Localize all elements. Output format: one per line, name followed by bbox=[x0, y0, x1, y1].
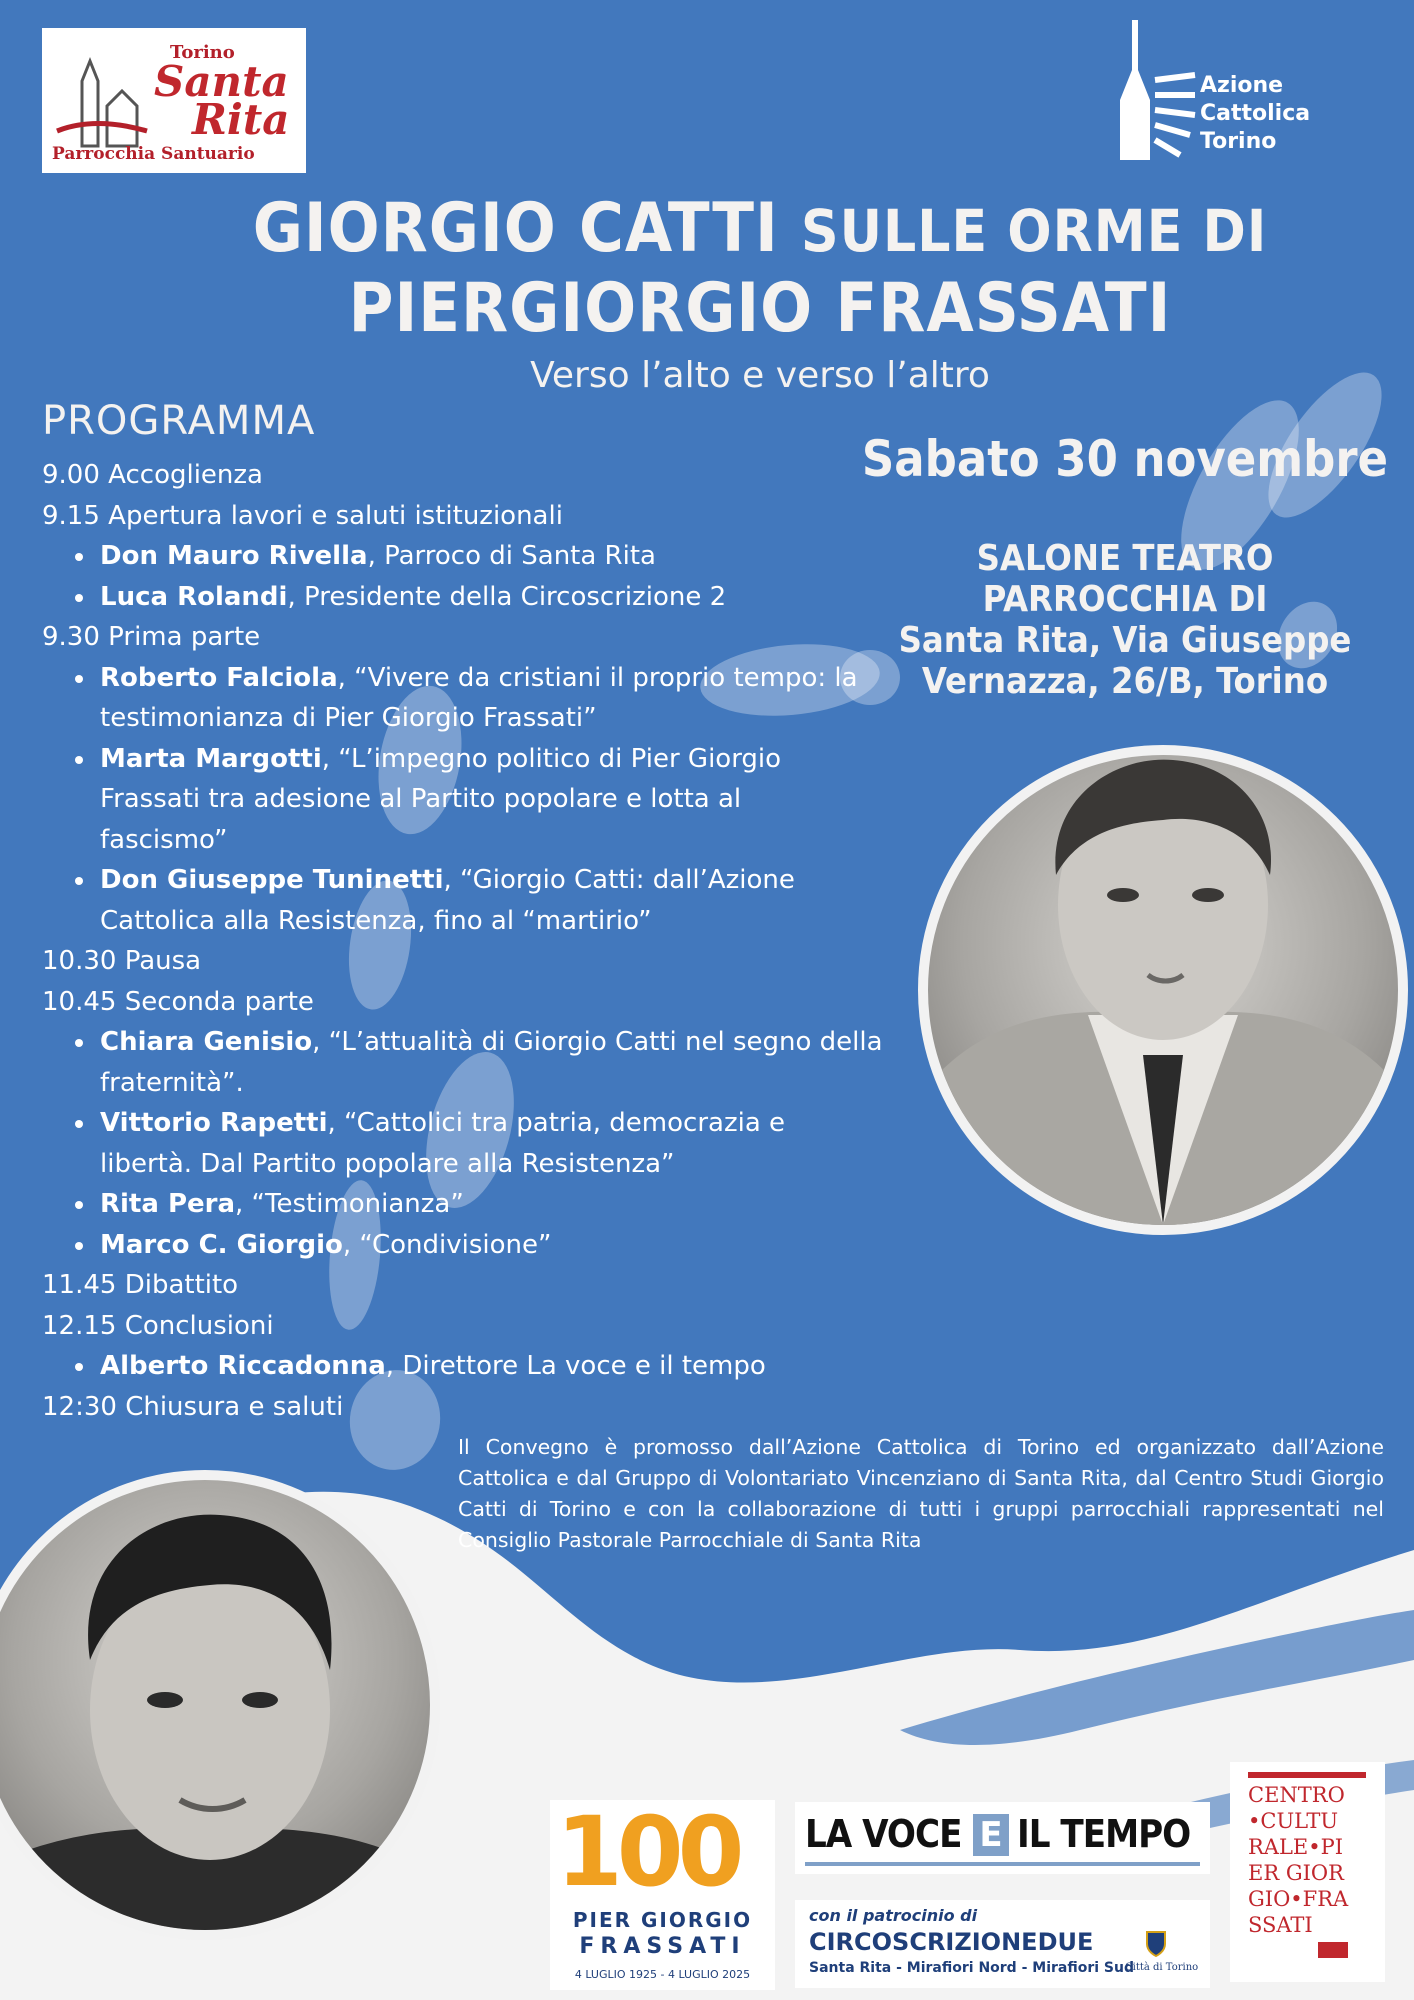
programme-time-item: 9.15 Apertura lavori e saluti istituzionali bbox=[42, 500, 563, 531]
programme-time-item: 9.30 Prima parte bbox=[42, 622, 261, 652]
ac-line-2: Cattolica bbox=[1200, 101, 1311, 126]
santa-rita-subtitle: Parrocchia Santuario bbox=[52, 144, 255, 164]
event-subtitle: Verso l’alto e verso l’altro bbox=[530, 355, 990, 396]
talk-title: , “Cattolici tra patria, democrazia e libertà. Dal Partito popolare alla Resistenza” bbox=[100, 1108, 786, 1179]
programme-heading: PROGRAMMA bbox=[42, 398, 316, 444]
ccpgf-bottom-mark bbox=[1318, 1942, 1348, 1958]
speaker-name: Luca Rolandi bbox=[100, 581, 288, 612]
circoscrizione-due-logo bbox=[795, 1900, 1210, 1988]
speaker-role: , Parroco di Santa Rita bbox=[367, 541, 656, 571]
programme-time-item: 11.45 Dibattito bbox=[42, 1270, 239, 1300]
ccpgf-line: RALE•PI bbox=[1248, 1835, 1344, 1859]
centenary-dates: 4 LUGLIO 1925 - 4 LUGLIO 2025 bbox=[574, 1968, 751, 1981]
speaker-name: Don Giuseppe Tuninetti bbox=[100, 865, 444, 895]
santa-rita-logo bbox=[42, 28, 306, 173]
speaker-name: Roberto Falciola bbox=[100, 662, 338, 693]
frassati-centenary-logo bbox=[550, 1796, 775, 1990]
programme-speaker bbox=[42, 739, 860, 861]
circ-line-2: CIRCOSCRIZIONEDUE bbox=[809, 1928, 1094, 1956]
programme-speaker bbox=[42, 1022, 890, 1103]
programme-time-item: 12:30 Chiusura e saluti bbox=[42, 1391, 344, 1422]
circ-city: Città di Torino bbox=[1125, 1962, 1199, 1973]
speaker-name: Rita Pera bbox=[100, 1189, 236, 1219]
programme-time-item: 10.30 Pausa bbox=[42, 946, 202, 976]
venue-line-3: Vernazza, 26/B, Torino bbox=[921, 661, 1329, 702]
centenary-line-1: PIER GIORGIO bbox=[572, 1908, 753, 1932]
programme-time-item: 12.15 Conclusioni bbox=[42, 1310, 274, 1341]
ac-line-3: Torino bbox=[1200, 129, 1277, 154]
la-voce-mark: E bbox=[973, 1814, 1009, 1856]
church-icon bbox=[52, 36, 152, 156]
programme-speaker bbox=[42, 658, 890, 739]
speaker-name: Marco C. Giorgio bbox=[100, 1229, 343, 1260]
event-title bbox=[0, 190, 1414, 348]
speaker-name: Alberto Riccadonna bbox=[100, 1351, 386, 1381]
speaker-name: Marta Margotti bbox=[100, 743, 322, 774]
circ-line-3: Santa Rita - Mirafiori Nord - Mirafiori Sud bbox=[809, 1960, 1134, 1976]
centenary-line-2: FRASSATI bbox=[579, 1934, 746, 1959]
la-voce-left: LA VOCE bbox=[805, 1812, 962, 1856]
ccpgf-line: CENTRO bbox=[1248, 1783, 1345, 1807]
mole-antonelliana-icon bbox=[1110, 20, 1200, 160]
ccpgf-line: SSATI bbox=[1248, 1913, 1313, 1937]
talk-title: , “L’attualità di Giorgio Catti nel segno della fraternità”. bbox=[100, 1027, 883, 1098]
la-voce-e-il-tempo-logo bbox=[795, 1802, 1210, 1874]
event-date: Sabato 30 novembre bbox=[861, 430, 1389, 488]
torino-crest-icon bbox=[1145, 1930, 1167, 1958]
talk-title: , “Giorgio Catti: dall’Azione Cattolica alla Resistenza, fino al “martirio” bbox=[100, 865, 795, 936]
ccpgf-line: •CULTU bbox=[1248, 1809, 1339, 1833]
ccpgf-line: GIO•FRA bbox=[1248, 1887, 1349, 1911]
talk-title: , “L’impegno politico di Pier Giorgio Frassati tra adesione al Partito popolare e lotta al fascismo” bbox=[100, 743, 782, 855]
promoter-note: Il Convegno è promosso dall’Azione Cattolica di Torino ed organizzato dall’Azione Cattolica e dal Gruppo di Volontariato Vincenziano di Santa Rita, dal Centro Studi Giorgio Catti di Torino e con la collaborazione di tutti i gruppi parrocchiali rappresentati nel Consiglio Pastorale Parrocchiale di Santa Rita bbox=[458, 1435, 1384, 1552]
centro-culturale-frassati-logo bbox=[1230, 1762, 1385, 1982]
programme-speaker bbox=[42, 860, 870, 941]
talk-title: , “Vivere da cristiani il proprio tempo: la testimonianza di Pier Giorgio Frassati” bbox=[100, 662, 858, 733]
talk-title: , “Condivisione” bbox=[342, 1229, 552, 1260]
title-part-3: PIERGIORGIO FRASSATI bbox=[348, 269, 1172, 348]
programme-speaker bbox=[42, 1103, 860, 1184]
santa-rita-name-1: Santa bbox=[154, 57, 289, 106]
event-venue bbox=[860, 538, 1390, 702]
speaker-name: Don Mauro Rivella bbox=[100, 541, 368, 571]
centenary-number: 100 bbox=[556, 1796, 739, 1908]
ac-line-1: Azione bbox=[1200, 73, 1284, 98]
programme-speaker bbox=[42, 1346, 862, 1387]
ccpgf-line: ER GIOR bbox=[1248, 1861, 1344, 1885]
speaker-role: , Direttore La voce e il tempo bbox=[385, 1351, 766, 1381]
programme-speaker bbox=[42, 1184, 862, 1225]
speaker-name: Chiara Genisio bbox=[100, 1027, 313, 1057]
speaker-name: Vittorio Rapetti bbox=[100, 1108, 328, 1138]
programme-time-item: 9.00 Accoglienza bbox=[42, 460, 263, 490]
giorgio-catti-photo bbox=[918, 745, 1408, 1235]
programme-list bbox=[42, 455, 883, 1427]
speaker-role: , Presidente della Circoscrizione 2 bbox=[287, 581, 727, 612]
la-voce-right: IL TEMPO bbox=[1017, 1812, 1191, 1856]
venue-line-2: Santa Rita, Via Giuseppe bbox=[898, 620, 1352, 661]
programme-speaker bbox=[42, 1225, 862, 1266]
programme-speaker bbox=[42, 536, 862, 577]
circ-line-1: con il patrocinio di bbox=[809, 1906, 978, 1925]
programme-time-item: 10.45 Seconda parte bbox=[42, 986, 314, 1017]
venue-line-1: SALONE TEATRO PARROCCHIA DI bbox=[976, 538, 1274, 620]
programme-speaker bbox=[42, 577, 862, 618]
ccpgf-top-bar bbox=[1248, 1772, 1366, 1778]
title-part-2: SULLE ORME DI bbox=[801, 197, 1268, 265]
la-voce-underline bbox=[805, 1862, 1200, 1866]
santa-rita-name-2: Rita bbox=[192, 95, 290, 144]
title-part-1: GIORGIO CATTI bbox=[252, 189, 779, 268]
santa-rita-city: Torino bbox=[170, 42, 235, 63]
azione-cattolica-logo bbox=[1110, 20, 1350, 160]
talk-title: , “Testimonianza” bbox=[235, 1189, 464, 1219]
